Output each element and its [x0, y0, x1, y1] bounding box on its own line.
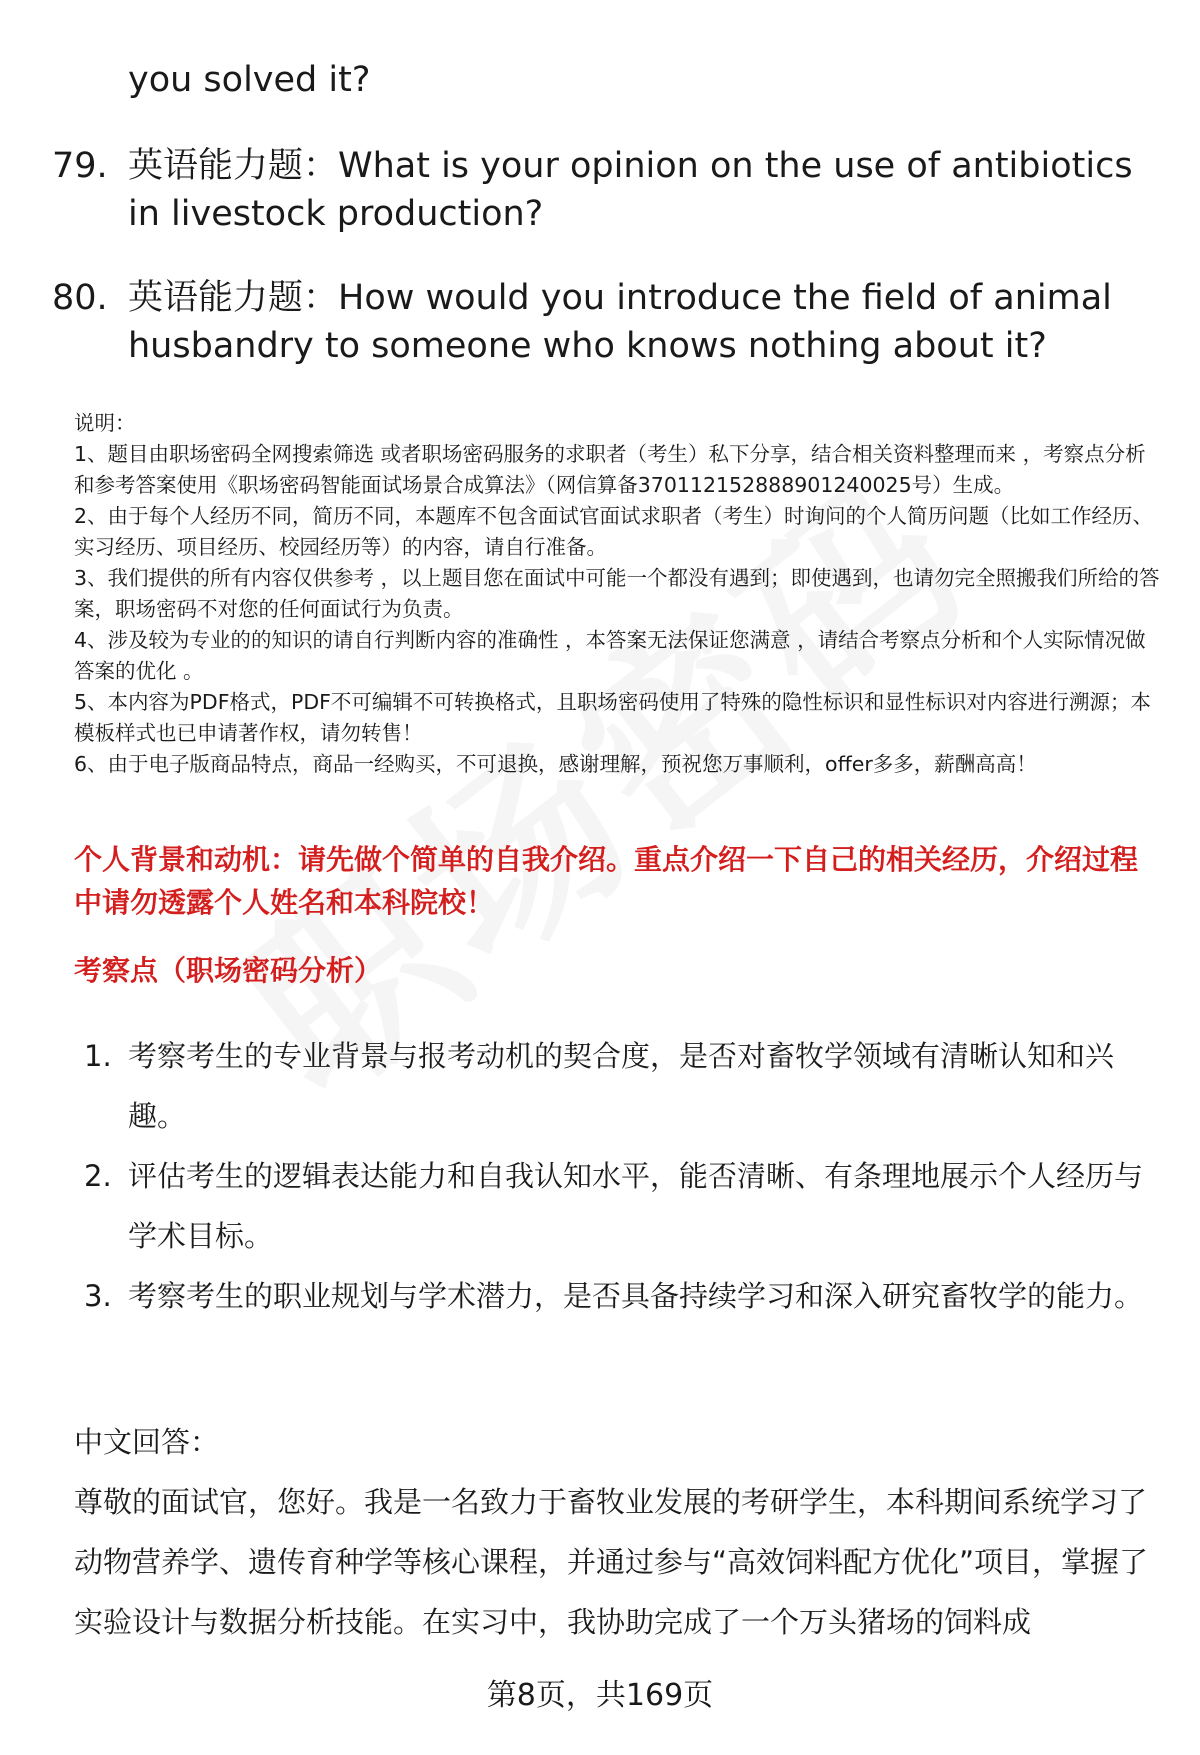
- question-continuation: you solved it?: [128, 60, 371, 100]
- notes-heading: 说明：: [74, 411, 136, 435]
- notes-item: 5、本内容为PDF格式，PDF不可编辑不可转换格式，且职场密码使用了特殊的隐性标识和显性标识对内容进行溯源；本模板样式也已申请著作权，请勿转售！: [74, 690, 1151, 745]
- disclaimer-notes: [74, 408, 1164, 780]
- answer-text: 尊敬的面试官，您好。我是一名致力于畜牧业发展的考研学生，本科期间系统学习了动物营养学、遗传育种学等核心课程，并通过参与“高效饲料配方优化”项目，掌握了实验设计与数据分析技能。在实习中，我协助完成了一个万头猪场的饲料成: [74, 1485, 1149, 1639]
- analysis-heading: 考察点（职场密码分析）: [74, 954, 383, 987]
- list-item-number: 2.: [84, 1159, 112, 1193]
- notes-item: 4、涉及较为专业的的知识的请自行判断内容的准确性 ，本答案无法保证您满意 ，请结合考察点分析和个人实际情况做答案的优化 。: [74, 628, 1146, 683]
- question-80: [52, 274, 1142, 370]
- page-number-footer: 第8页，共169页: [486, 1678, 714, 1713]
- notes-item: 2、由于每个人经历不同，简历不同，本题库不包含面试官面试求职者（考生）时询问的个人简历问题（比如工作经历、实习经历、项目经历、校园经历等）的内容，请自行准备。: [74, 504, 1154, 559]
- list-item-text: 评估考生的逻辑表达能力和自我认知水平，能否清晰、有条理地展示个人经历与学术目标。: [128, 1159, 1144, 1253]
- notes-item: 3、我们提供的所有内容仅供参考 ，以上题目您在面试中可能一个都没有遇到；即使遇到，也请勿完全照搬我们所给的答案，职场密码不对您的任何面试行为负责。: [74, 566, 1160, 621]
- list-item: [80, 1146, 1150, 1266]
- question-number: 79.: [52, 146, 108, 186]
- question-text: 英语能力题：What is your opinion on the use of antibiotics in livestock production?: [128, 146, 1133, 234]
- question-number: 80.: [52, 278, 108, 318]
- question-79: [52, 142, 1142, 238]
- notes-item: 6、由于电子版商品特点，商品一经购买，不可退换，感谢理解，预祝您万事顺利，offer多多，薪酬高高！: [74, 752, 1037, 776]
- section-question-title: 个人背景和动机：请先做个简单的自我介绍。重点介绍一下自己的相关经历，介绍过程中请勿透露个人姓名和本科院校！: [74, 843, 1139, 919]
- notes-item: 1、题目由职场密码全网搜索筛选 或者职场密码服务的求职者（考生）私下分享，结合相关资料整理而来 ，考察点分析和参考答案使用《职场密码智能面试场景合成算法》（网信算备370112152888901240025号）生成。: [74, 442, 1146, 497]
- list-item: [80, 1266, 1150, 1326]
- question-text: 英语能力题：How would you introduce the field of animal husbandry to someone who knows nothing about it?: [128, 278, 1112, 366]
- list-item-text: 考察考生的专业背景与报考动机的契合度，是否对畜牧学领域有清晰认知和兴趣。: [128, 1039, 1115, 1133]
- list-item-text: 考察考生的职业规划与学术潜力，是否具备持续学习和深入研究畜牧学的能力。: [128, 1279, 1144, 1313]
- analysis-points-list: [80, 1026, 1150, 1326]
- list-item-number: 3.: [84, 1279, 112, 1313]
- answer-label: 中文回答：: [74, 1425, 220, 1459]
- list-item-number: 1.: [84, 1039, 112, 1073]
- list-item: [80, 1026, 1150, 1146]
